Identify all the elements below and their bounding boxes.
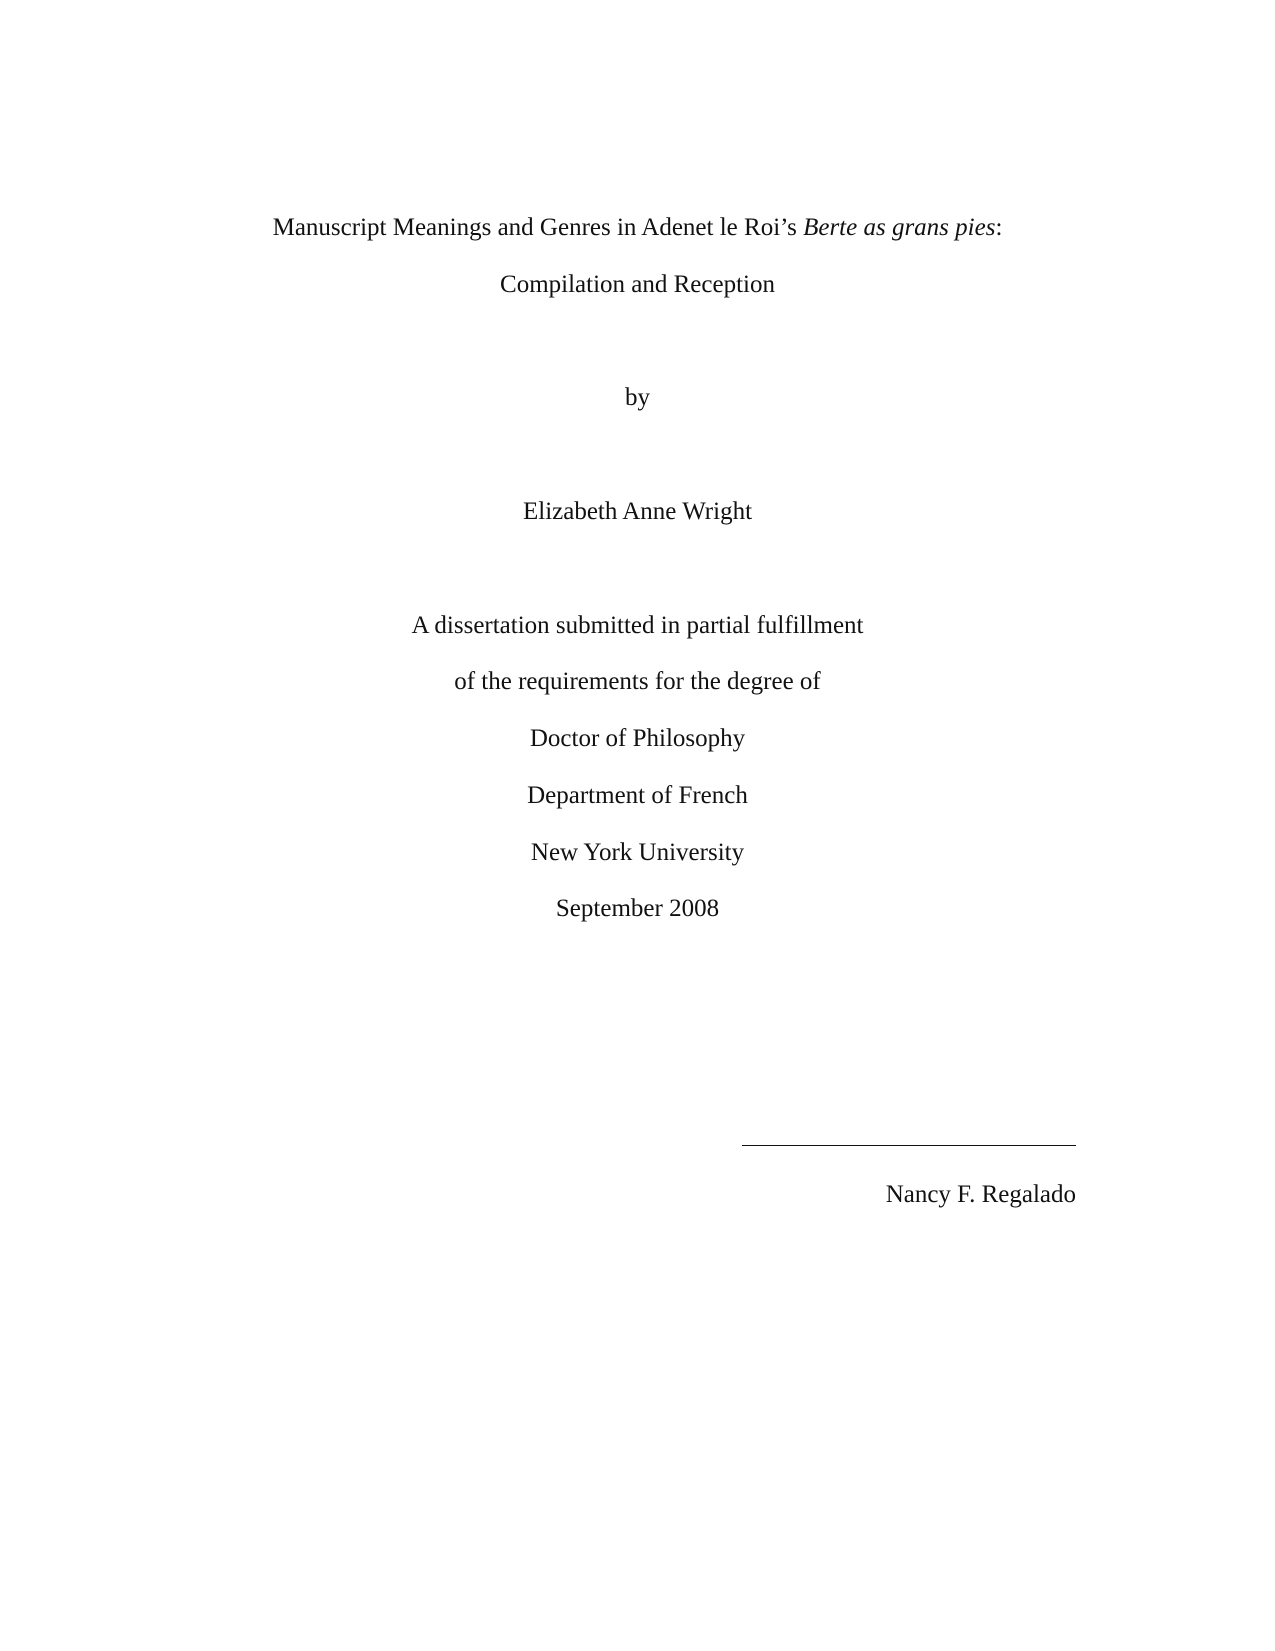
title-line-2: Compilation and Reception: [500, 271, 775, 298]
by-label: by: [625, 384, 650, 411]
signature-line: [742, 1145, 1076, 1146]
statement-line-2: of the requirements for the degree of: [454, 668, 821, 695]
university-name: New York University: [530, 839, 745, 866]
title-colon: :: [995, 214, 1003, 241]
degree-name: Doctor of Philosophy: [529, 725, 746, 752]
department-name: Department of French: [527, 782, 748, 809]
advisor-name: Nancy F. Regalado: [885, 1181, 1076, 1208]
title-italic-work: Berte as grans pies: [803, 214, 996, 241]
submission-date: September 2008: [555, 895, 720, 922]
statement-line-1: A dissertation submitted in partial fulfillment: [411, 612, 864, 639]
title-line-1: [0, 213, 1275, 243]
title-main-text: Manuscript Meanings and Genres in Adenet le Roi’s: [272, 214, 804, 241]
author-name: Elizabeth Anne Wright: [522, 498, 753, 525]
